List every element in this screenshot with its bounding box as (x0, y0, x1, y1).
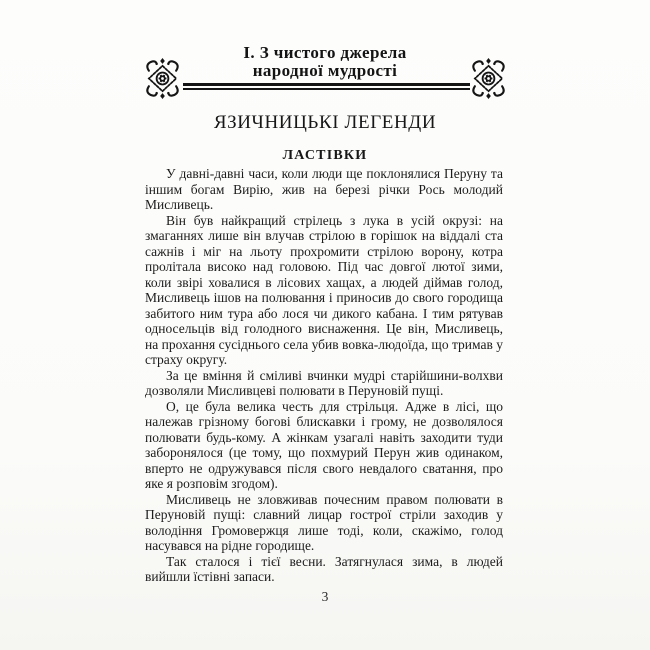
story-title: ЛАСТІВКИ (282, 148, 368, 163)
paragraph: Він був найкращий стрілець з лука в усій окрузі: на змаганнях лише він влучав стрілою в горішок на віддалі ста сажнів і міг на льоту прохромити стрілою ворону, котра пролітала високо над головою. Під час довгої лютої зими, коли звірі ховалися в лісових хащах, а людей діймав голод, Мисливець ішов на полювання і приносив до свого городища забитого ним тура або лося чи дикого кабана. І тим рятував односельців від голодного виснаження. Це він, Мисливець, на прохання сусіднього села убив вовка-людоїда, що тримав у страху округу. (145, 212, 503, 367)
chapter-banner-line2: народної мудрості (252, 61, 398, 80)
story-body (145, 166, 503, 585)
section-title: ЯЗИЧНИЦЬКІ ЛЕГЕНДИ (213, 112, 437, 133)
paragraph: За це вміння й сміливі вчинки мудрі старійшини-волхви дозволяли Мисливцеві полювати в Перуновій пущі. (145, 367, 503, 398)
page-number: 3 (321, 589, 329, 604)
folk-rosette-icon (470, 58, 507, 99)
folk-rosette-icon (144, 58, 181, 99)
chapter-banner-title (0, 44, 650, 80)
paragraph: У давні-давні часи, коли люди ще поклонялися Перуну та іншим богам Вирію, жив на березі річки Рось молодий Мисливець. (145, 166, 503, 212)
paragraph: О, це була велика честь для стрільця. Адже в лісі, що належав грізному богові блискавки і грому, не дозволялося полювати будь-кому. А жінкам узагалі навіть заходити туди заборонялося (це тому, що похмурий Перун жив одинаком, вперто не одружувався після свого невдалого сватання, про яке я розповім згодом). (145, 398, 503, 491)
banner-double-rule (183, 83, 470, 90)
paragraph: Мисливець не зловживав почесним правом полювати в Перуновій пущі: славний лицар гострої стріли заходив у володіння Громовержця лише тоді, коли, скажімо, голод насувався на рідне городище. (145, 491, 503, 553)
chapter-banner-line1: І. З чистого джерела (243, 43, 407, 62)
paragraph: Так сталося і тієї весни. Затягнулася зима, в людей вийшли їстівні запаси. (145, 553, 503, 584)
